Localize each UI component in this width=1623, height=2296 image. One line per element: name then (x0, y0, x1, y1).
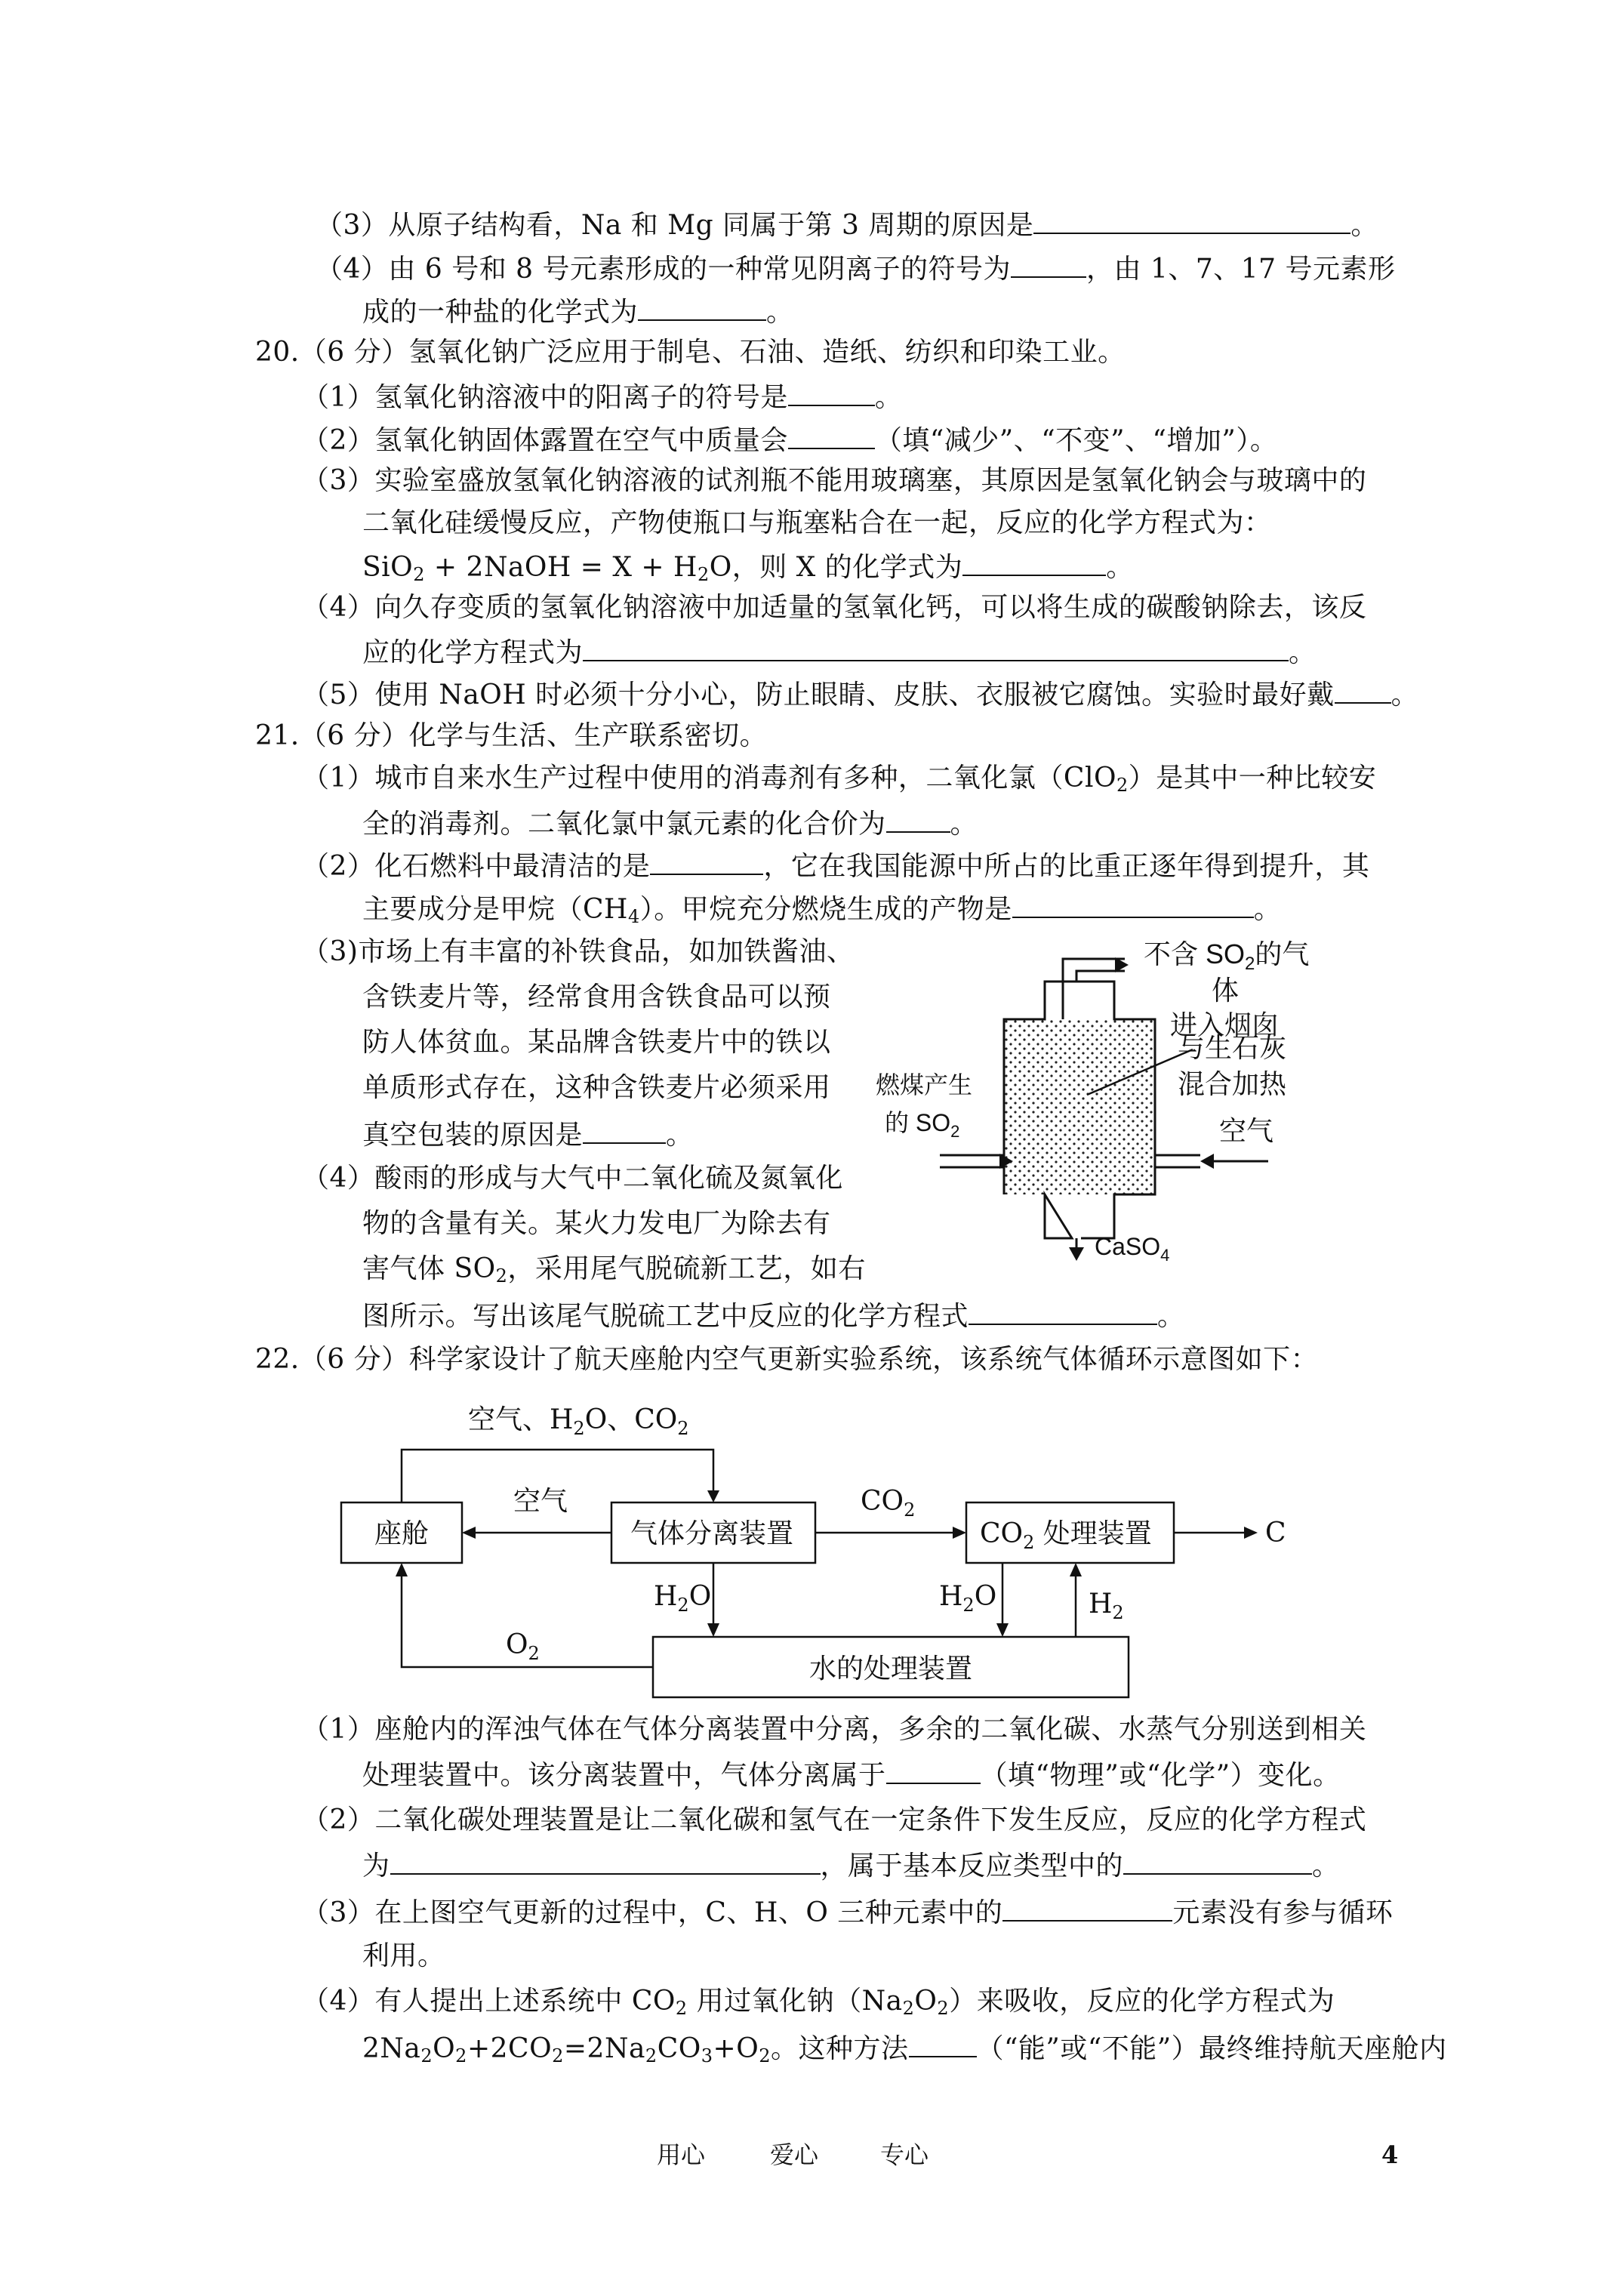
fig-out-top-line3: 进入烟囱 (1170, 1009, 1280, 1040)
air-renewal-diagram (332, 1397, 1313, 1706)
q21-p4-line1: （4）酸雨的形成与大气中二氧化硫及氮氧化 (302, 1163, 843, 1194)
q21-p3-line4: 单质形式存在，这种含铁麦片必须采用 (362, 1072, 831, 1103)
loop-arrow (707, 1490, 719, 1502)
q19-p4c: 成的一种盐的化学式为 。 (362, 297, 794, 328)
q21-p1a: （1）城市自来水生产过程中使用的消毒剂有多种，二氧化氯（ClO$_2$）是其中一种比较安 (302, 763, 1377, 796)
q22-p4b: $2Na_2O_2+2CO_2=2Na_2CO_3+O_2$。这种方法 （“能”或“不能”）最终维持航天座舱内 (362, 2033, 1447, 2066)
answer-blank[interactable] (969, 1301, 1157, 1325)
fig-in-right: 空气 (1219, 1115, 1274, 1146)
answer-blank[interactable] (1012, 894, 1254, 918)
fig-bottom: CaSO$_4$ (1095, 1233, 1170, 1265)
q21-p3-line3: 防人体贫血。某品牌含铁麦片中的铁以 (362, 1027, 831, 1058)
q21-p3-line1: （3)市场上有丰富的补铁食品，如加铁酱油、 (302, 936, 855, 967)
q20-p5: （5）使用 NaOH 时必须十分小心，防止眼睛、皮肤、衣服被它腐蚀。实验时最好戴 。 (302, 680, 1419, 710)
fig-mix-line2: 混合加热 (1178, 1068, 1287, 1099)
footer-motto-1: 用心 (657, 2140, 706, 2169)
page-number: 4 (1381, 2140, 1399, 2169)
air-arrow (1200, 1154, 1214, 1169)
co2-box-label: $CO_2$ 处理装置 (980, 1518, 1152, 1553)
reactor-fill (1004, 1019, 1155, 1194)
fig-in-left-line2: 的 $SO_2$ (885, 1109, 960, 1141)
o2-label: $O_2$ (506, 1629, 540, 1664)
q20-p2: （2）氢氧化钠固体露置在空气中质量会 （填“减少”、“不变”、“增加”）。 (302, 425, 1278, 456)
q22-p2b: 为 ，属于基本反应类型中的 。 (362, 1851, 1340, 1881)
footer-motto-2: 爱心 (770, 2140, 819, 2169)
answer-blank[interactable] (886, 809, 950, 833)
q20-title: 20.（6 分）氢氧化钠广泛应用于制皂、石油、造纸、纺织和印染工业。 (255, 337, 1126, 368)
q21-p4-line2: 物的含量有关。某火力发电厂为除去有 (362, 1208, 831, 1239)
q20-p3b: 二氧化硅缓慢反应，产物使瓶口与瓶塞粘合在一起，反应的化学方程式为： (362, 507, 1272, 538)
water-label: 水的处理装置 (809, 1653, 973, 1684)
co2-water-arrow (996, 1623, 1009, 1637)
air-flow-label: 空气 (513, 1486, 568, 1517)
fig-in-left-line1: 燃煤产生 (876, 1071, 973, 1099)
o2-arrow (396, 1563, 408, 1576)
h2-label: $H_2$ (1089, 1589, 1124, 1623)
answer-blank[interactable] (1123, 1851, 1312, 1875)
sep-water-label: $H_2O$ (654, 1581, 712, 1616)
q22-p3a: （3）在上图空气更新的过程中，C、H、O 三种元素中的 元素没有参与循环 (302, 1897, 1394, 1928)
q20-p3c: SiO$_2$ + 2NaOH = $X + H_2O$，则 X 的化学式为 。 (362, 552, 1134, 585)
left-inlet-pipe (940, 1155, 1004, 1167)
answer-blank[interactable] (1033, 210, 1350, 234)
co2-water-label: $H_2O$ (939, 1581, 997, 1616)
q22-p3c: 利用。 (362, 1940, 445, 1971)
q20-p3a: （3）实验室盛放氢氧化钠溶液的试剂瓶不能用玻璃塞，其原因是氢氧化钠会与玻璃中的 (302, 465, 1367, 496)
answer-blank[interactable] (788, 425, 875, 449)
sep-water-arrow (707, 1623, 719, 1637)
air-flow-arrow (462, 1527, 476, 1539)
answer-blank[interactable] (390, 1851, 821, 1875)
answer-blank[interactable] (886, 1760, 981, 1784)
answer-blank[interactable] (638, 297, 766, 321)
cabin-label: 座舱 (374, 1518, 430, 1549)
answer-blank[interactable] (1011, 254, 1086, 278)
h2-arrow (1070, 1563, 1082, 1576)
c-out-arrow (1244, 1527, 1258, 1539)
q20-p4a: （4）向久存变质的氢氧化钠溶液中加适量的氢氧化钙，可以将生成的碳酸钠除去，该反 (302, 592, 1367, 623)
q21-p3-line5: 真空包装的原因是 。 (362, 1120, 694, 1151)
answer-blank[interactable] (788, 382, 875, 406)
separator-label: 气体分离装置 (630, 1518, 794, 1549)
q21-p4-line3: 害气体 $SO_2$，采用尾气脱硫新工艺，如右 (362, 1253, 866, 1287)
fig-mix-line1: 与生石灰 (1178, 1032, 1287, 1063)
desulfurization-figure (868, 929, 1336, 1268)
diag-top-label: 空气、$H_2O$、$CO_2$ (468, 1404, 689, 1439)
answer-blank[interactable] (1335, 680, 1391, 704)
q22-title: 22.（6 分）科学家设计了航天座舱内空气更新实验系统，该系统气体循环示意图如下： (255, 1344, 1319, 1375)
q20-p1: （1）氢氧化钠溶液中的阳离子的符号是 。 (302, 382, 903, 413)
q22-p1a: （1）座舱内的浑浊气体在气体分离装置中分离，多余的二氧化碳、水蒸气分别送到相关 (302, 1714, 1367, 1745)
q22-p2a: （2）二氧化碳处理装置是让二氧化碳和氢气在一定条件下发生反应，反应的化学方程式 (302, 1804, 1367, 1835)
co2-flow-label: $CO_2$ (861, 1486, 916, 1521)
q21-p1b: 全的消毒剂。二氧化氯中氯元素的化合价为 。 (362, 809, 978, 840)
q22-p4a: （4）有人提出上述系统中 $CO_2$ 用过氧化钠$(Na_2O_2)$来吸收，反应的化学方程式为 (302, 1986, 1335, 2019)
footer-motto-3: 专心 (880, 2140, 929, 2169)
q21-p2a: （2）化石燃料中最清洁的是 ，它在我国能源中所占的比重正逐年得到提升，其 (302, 851, 1370, 882)
answer-blank[interactable] (583, 637, 1289, 661)
q22-p1b: 处理装置中。该分离装置中，气体分离属于 （填“物理”或“化学”）变化。 (362, 1760, 1341, 1791)
answer-blank[interactable] (962, 552, 1106, 576)
fig-out-top-line2: 体 (1212, 975, 1240, 1006)
q21-p3-line2: 含铁麦片等，经常食用含铁食品可以预 (362, 982, 831, 1012)
q21-p4-line4: 图所示。写出该尾气脱硫工艺中反应的化学方程式 。 (362, 1301, 1185, 1332)
q19-p3: （3）从原子结构看，Na 和 Mg 同属于第 3 周期的原因是 。 (316, 210, 1378, 241)
c-out-label: C (1265, 1518, 1286, 1549)
q19-p4a: （4）由 6 号和 8 号元素形成的一种常见阴离子的符号为 ，由 1、7、17 号元素形 (316, 254, 1396, 285)
q20-p4b: 应的化学方程式为 。 (362, 637, 1317, 668)
q21-p2c: 主要成分是甲烷$(CH_4)$。甲烷充分燃烧生成的产物是 。 (362, 894, 1282, 927)
fig-out-top: 不含 $SO_2$的气 (1144, 938, 1310, 974)
right-inlet-pipe (1155, 1155, 1200, 1167)
answer-blank[interactable] (909, 2033, 977, 2057)
co2-flow-arrow (953, 1527, 966, 1539)
answer-blank[interactable] (583, 1120, 666, 1144)
answer-blank[interactable] (1002, 1897, 1172, 1922)
answer-blank[interactable] (650, 851, 763, 875)
q21-title: 21.（6 分）化学与生活、生产联系密切。 (255, 720, 768, 751)
bottom-outlet-arrow (1069, 1247, 1084, 1261)
